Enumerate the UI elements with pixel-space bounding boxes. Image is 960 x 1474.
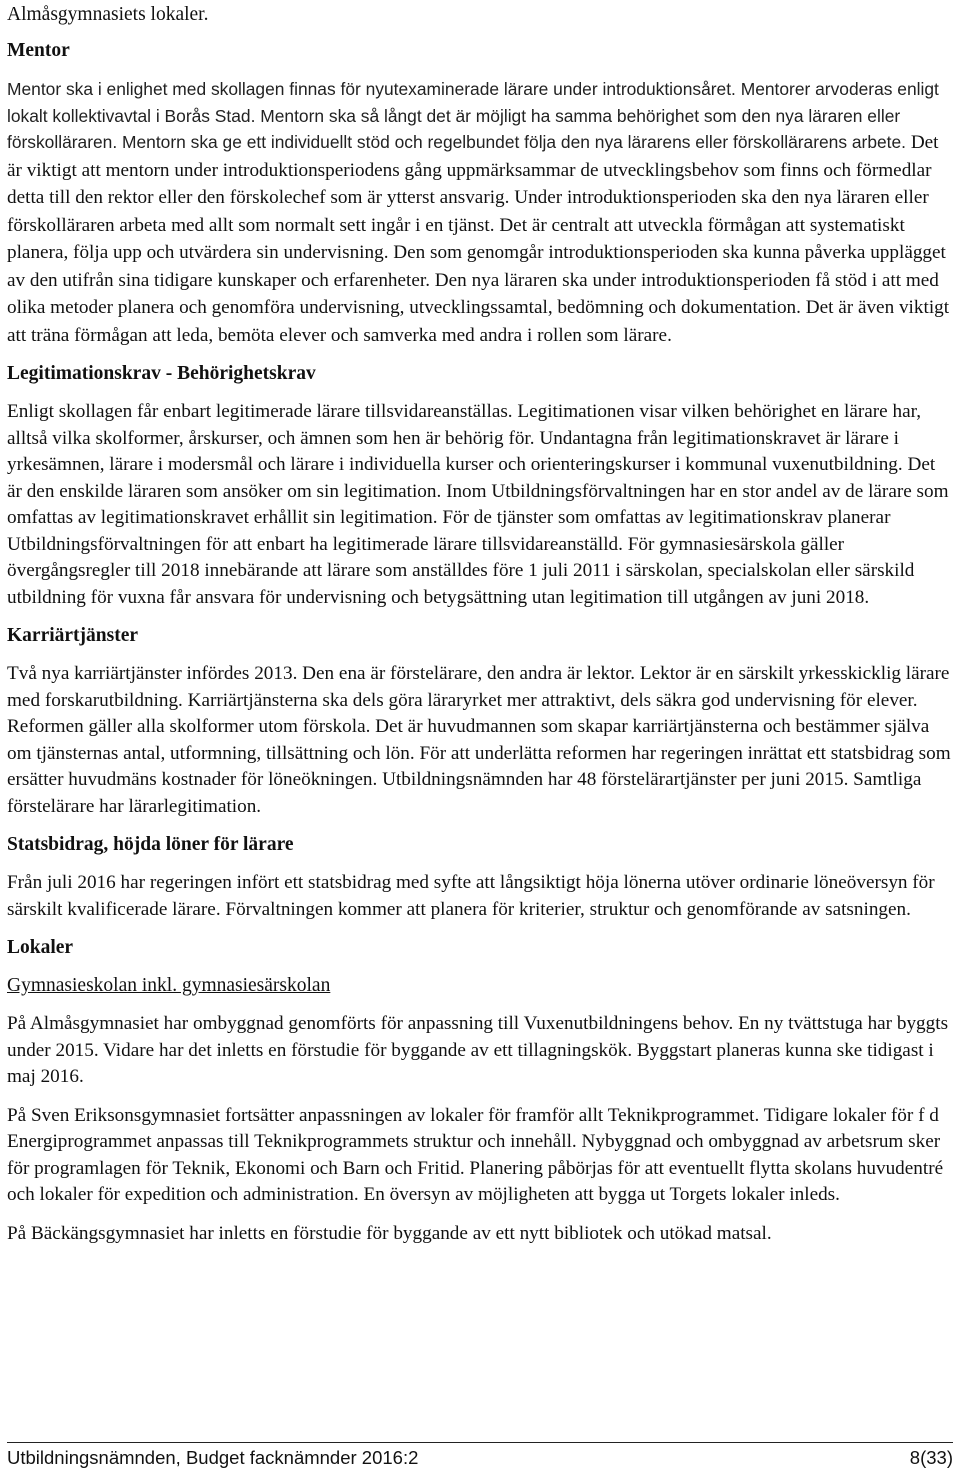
paragraph-sven-eriksson: På Sven Eriksonsgymnasiet fortsätter anpassningen av lokaler för framför allt Teknikprogrammet. Tidigare lokaler för f d Energiprogrammet anpassas till Teknikprogrammets struktur och innehåll. Nybyggnad och ombyggnad av arbetsrum sker för programlagen för Teknik, Ekonomi och Barn och Fritid. Planering påbörjas för att eventuellt flytta skolans huvudentré och lokaler för expedition och administration. En översyn av möjligheten att bygga ut Torgets lokaler inleds. [7, 1104, 944, 1205]
heading-legitimation: Legitimationskrav - Behörighetskrav [7, 363, 316, 384]
heading-statsbidrag: Statsbidrag, höjda löner för lärare [7, 834, 294, 855]
paragraph-backang: På Bäckängsgymnasiet har inletts en förstudie för byggande av ett nytt bibliotek och utökad matsal. [7, 1222, 772, 1244]
intro-line: Almåsgymnasiets lokaler. [7, 4, 209, 25]
heading-mentor: Mentor [7, 40, 70, 61]
mentor-text-serif: Det är viktigt att mentorn under introduktionsperiodens gång uppmärksammar de utvecklingsbehov som finns och förmedlar detta till den rektor eller den förskolechef som är ytterst ansvarig. Under introduktionsperioden ska den nya läraren eller förskolläraren arbeta med allt som normalt sett ingår i en tjänst. Det är centralt att utveckla förmågan att systematiskt planera, följa upp och utvärdera sin undervisning. Den som genomgår introduktionsperioden ska kunna påverka upplägget av den utifrån sina tidigare kunskaper och erfarenheter. Den nya läraren ska under introduktionsperioden få stöd i att med olika metoder planera och genomföra undervisning, utvecklingssamtal, bedömning och dokumentation. Det är även viktigt att träna förmågan att leda, bemöta elever och samverka med andra i rollen som lärare. [7, 132, 950, 346]
paragraph-karriar: Två nya karriärtjänster infördes 2013. Den ena är förstelärare, den andra är lektor. Lektor är en särskilt yrkesskicklig lärare med forskarutbildning. Karriärtjänsterna ska dels göra läraryrket mer attraktivt, dels säkra god undervisning för elever. Reformen gäller alla skolformer utom förskola. Det är huvudmannen som skapar karriärtjänsterna och bestämmer själva om tjänsternas antal, utformning, tillsättning och lön. För att underlätta reformen har regeringen inrättat ett statsbidrag som ersätter huvudmäns kostnader för löneökningen. Utbildningsnämnden har 48 förstelärartjänster per juni 2015. Samtliga förstelärare har lärarlegitimation. [7, 663, 951, 817]
footer-document-title: Utbildningsnämnden, Budget facknämnder 2016:2 [7, 1447, 419, 1468]
heading-lokaler: Lokaler [7, 937, 74, 958]
document-page [7, 0, 953, 1259]
footer-page-number: 8(33) [909, 1447, 953, 1468]
paragraph-mentor [7, 76, 953, 349]
paragraph-legitimation: Enligt skollagen får enbart legitimerade lärare tillsvidareanställas. Legitimationen visar vilken behörighet en lärare har, alltså vilka skolformer, årskurser, och ämnen som hen är behörig för. Undantagna från legitimationskravet är lärare i yrkesämnen, lärare i modersmål och lärare i individuella kurser och orienteringskurser i kommunal vuxenutbildning. Det är den enskilde läraren som ansöker om sin legitimation. Inom Utbildningsförvaltningen har en stor andel av de lärare som omfattas av legitimationskravet erhållit sin legitimation. För de tjänster som omfattas av legitimationskrav planerar Utbildningsförvaltningen för att enbart ha legitimerade lärare tillsvidareanställd. För gymnasiesärskola gäller övergångsregler till 2018 innebärande att lärare som anställdes före 1 juli 2011 i särskolan, specialskolan eller särskild utbildning för vuxna får ansvara för undervisning och betygsättning utan legitimation till utgången av juni 2018. [7, 401, 949, 608]
paragraph-statsbidrag: Från juli 2016 har regeringen infört ett statsbidrag med syfte att långsiktigt höja lönerna utöver ordinarie löneöversyn för särskilt kvalificerade lärare. Förvaltningen kommer att planera för kriterier, struktur och genomförande av satsningen. [7, 872, 935, 920]
mentor-text-sans: Mentor ska i enlighet med skollagen finnas för nyutexaminerade lärare under introduktionsåret. Mentorer arvoderas enligt lokalt kollektivavtal i Borås Stad. Mentorn ska så långt det är möjligt ha samma behörighet som den nya läraren eller förskolläraren. Mentorn ska ge ett individuellt stöd och regelbundet följa den nya lärarens eller förskollärarens arbete. [7, 79, 939, 152]
page-footer [7, 1442, 953, 1469]
paragraph-almas: På Almåsgymnasiet har ombyggnad genomförts för anpassning till Vuxenutbildningens behov. En ny tvättstuga har byggts under 2015. Vidare har det inletts en förstudie för byggande av ett tillagningskök. Byggstart planeras kunna ske tidigast i maj 2016. [7, 1013, 949, 1087]
heading-karriar: Karriärtjänster [7, 625, 139, 646]
subheading-gymnasieskolan: Gymnasieskolan inkl. gymnasiesärskolan [7, 975, 331, 996]
